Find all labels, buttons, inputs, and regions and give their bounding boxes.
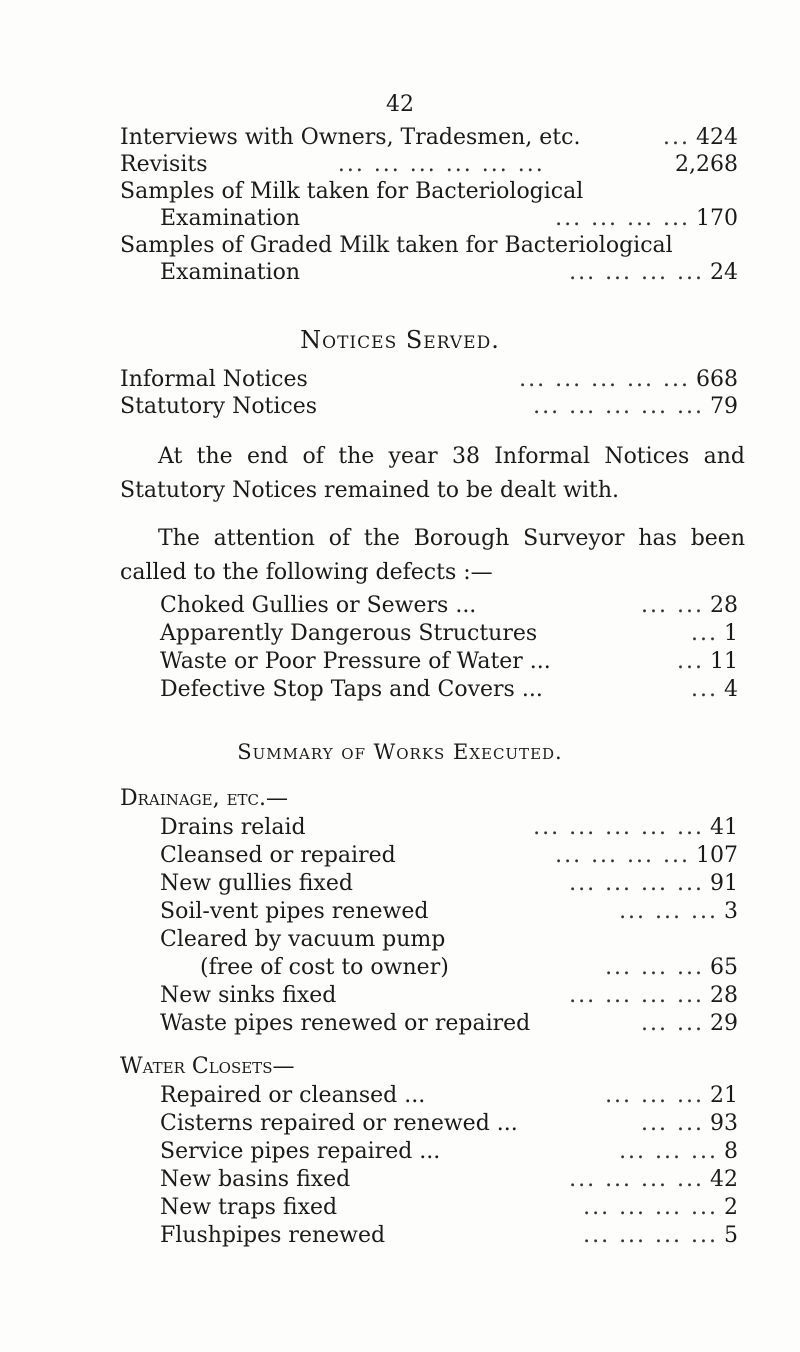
row-value: 2 [724,1195,738,1220]
page-number: 42 [386,92,414,117]
notices-outstanding-paragraph: At the end of the year 38 Informal Notices and Statutory Notices remained to be dealt with. [120,444,745,503]
drainage-row-free-of-cost [200,954,738,982]
notices-row-statutory [120,393,738,421]
row-value: 28 [710,593,738,618]
leader-dots: ... ... ... [605,955,704,980]
row-value: 29 [710,1011,738,1036]
row-label: New basins fixed [160,1167,351,1192]
leader-dots: ... ... ... ... [569,1167,704,1192]
closets-row-repaired [160,1082,738,1110]
inspection-row-milk-samples: Samples of Milk taken for Bacteriological [120,179,584,204]
notices-row-informal [120,366,738,394]
leader-dots: ... ... ... ... [569,260,704,285]
row-value: 1 [724,621,738,646]
row-value: 170 [696,206,738,231]
summary-works-heading: Summary of Works Executed. [237,740,563,764]
notices-served-heading: Notices Served. [300,326,500,354]
row-label: Waste pipes renewed or repaired [160,1011,531,1036]
leader-dots: ... ... ... ... ... [519,367,690,392]
leader-dots: ... ... [641,1111,704,1136]
defect-row-dangerous-structures [160,620,738,648]
row-label: Revisits [120,152,208,177]
row-value: 3 [724,899,738,924]
leader-dots: ... [677,649,704,674]
leader-dots: ... ... ... ... ... [533,394,704,419]
leader-dots: ... ... ... [619,1139,718,1164]
inspection-row-interviews [120,124,738,152]
row-label: New gullies fixed [160,871,353,896]
defect-row-stop-taps [160,676,738,704]
leader-dots: ... [691,621,718,646]
water-closets-heading: Water Closets— [120,1054,295,1079]
row-label: Interviews with Owners, Tradesmen, etc. [120,125,581,150]
row-value: 424 [696,125,738,150]
row-value: 4 [724,677,738,702]
drainage-row-cleansed [160,842,738,870]
defect-row-water-pressure [160,648,738,676]
row-label: New sinks fixed [160,983,337,1008]
drainage-row-waste-pipes [160,1010,738,1038]
row-label: Waste or Poor Pressure of Water ... [160,649,551,674]
leader-dots: ... ... ... ... [555,206,690,231]
row-label: New traps fixed [160,1195,338,1220]
row-label: Drains relaid [160,815,306,840]
drainage-row-new-sinks [160,982,738,1010]
drainage-heading: Drainage, etc.— [120,786,288,811]
inspection-row-revisits [120,151,738,179]
row-label: (free of cost to owner) [200,955,449,980]
row-value: 24 [710,260,738,285]
row-label: Examination [160,206,301,231]
drainage-row-vacuum-pump: Cleared by vacuum pump [160,927,446,952]
closets-row-new-basins [160,1166,738,1194]
closets-row-flushpipes [160,1222,738,1250]
row-value: 42 [710,1167,738,1192]
row-value: 91 [710,871,738,896]
row-label: Choked Gullies or Sewers ... [160,593,477,618]
row-value: 8 [724,1139,738,1164]
row-label: Examination [160,260,301,285]
leader-dots: ... ... ... ... [569,983,704,1008]
drainage-row-soil-vent [160,898,738,926]
row-label: Repaired or cleansed ... [160,1083,426,1108]
leader-dots: ... ... ... ... ... [533,815,704,840]
surveyor-paragraph: The attention of the Borough Surveyor has been called to the following defects :— [120,526,745,585]
row-label: Defective Stop Taps and Covers ... [160,677,543,702]
drainage-row-new-gullies [160,870,738,898]
row-value: 28 [710,983,738,1008]
row-label: Service pipes repaired ... [160,1139,441,1164]
leader-dots: ... ... ... ... ... ... [337,152,545,177]
leader-dots: ... ... ... [619,899,718,924]
row-label: Flushpipes renewed [160,1223,386,1248]
inspection-row-graded-milk-samples: Samples of Graded Milk taken for Bacteriological [120,233,673,258]
row-value: 107 [696,843,738,868]
row-value: 65 [710,955,738,980]
row-label: Cisterns repaired or renewed ... [160,1111,518,1136]
leader-dots: ... ... ... ... [569,871,704,896]
leader-dots: ... ... ... ... [583,1195,718,1220]
closets-row-service-pipes [160,1138,738,1166]
row-value: 2,268 [675,152,738,177]
leader-dots: ... ... [641,1011,704,1036]
closets-row-cisterns [160,1110,738,1138]
row-value: 668 [696,367,738,392]
inspection-row-milk-examination [160,205,738,233]
drainage-row-drains-relaid [160,814,738,842]
row-label: Soil-vent pipes renewed [160,899,429,924]
leader-dots: ... [663,125,690,150]
row-label: Cleansed or repaired [160,843,396,868]
closets-row-new-traps [160,1194,738,1222]
leader-dots: ... ... ... ... [555,843,690,868]
row-value: 21 [710,1083,738,1108]
inspection-row-graded-examination [160,259,738,287]
row-label: Statutory Notices [120,394,318,419]
row-value: 79 [710,394,738,419]
leader-dots: ... ... ... ... [583,1223,718,1248]
leader-dots: ... ... ... [605,1083,704,1108]
leader-dots: ... ... [641,593,704,618]
row-value: 93 [710,1111,738,1136]
row-label: Informal Notices [120,367,308,392]
leader-dots: ... [691,677,718,702]
defect-row-choked-gullies [160,592,738,620]
row-label: Apparently Dangerous Structures [160,621,538,646]
row-value: 5 [724,1223,738,1248]
row-value: 11 [710,649,738,674]
row-value: 41 [710,815,738,840]
